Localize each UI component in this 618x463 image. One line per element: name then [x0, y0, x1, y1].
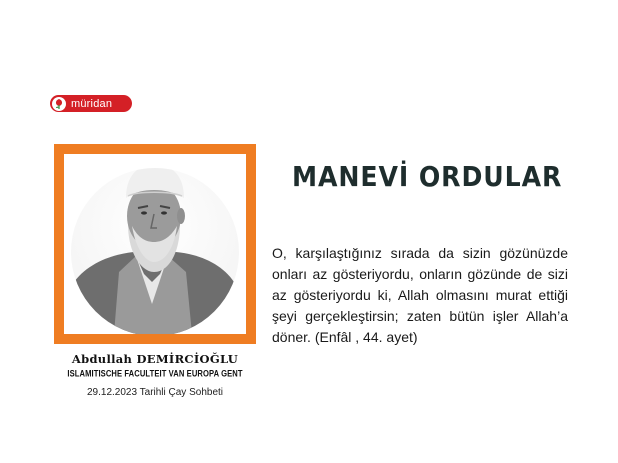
quote-text: O, karşılaştığınız sırada da sizin gözünüzde onları az gösteriyordu, onların gözünde de sizi az gösteriyordu ki, Allah olmasını murat ettiği şeyi gerçekleştirsin; zaten bütün işler Allah’a döner. (Enfâl , 44. ayet) [272, 245, 568, 345]
portrait-photo [64, 154, 246, 334]
brand-label: müridan [71, 97, 113, 110]
page-title: MANEVİ ORDULAR [292, 160, 563, 193]
author-name: Abdullah DEMİRCİOĞLU [71, 352, 239, 366]
rose-logo-icon [52, 97, 66, 111]
brand-badge [50, 95, 132, 112]
portrait-frame [54, 144, 256, 344]
author-institution: ISLAMITISCHE FACULTEIT VAN EUROPA GENT [67, 367, 243, 380]
talk-date: 29.12.2023 Tarihli Çay Sohbeti [86, 387, 224, 398]
